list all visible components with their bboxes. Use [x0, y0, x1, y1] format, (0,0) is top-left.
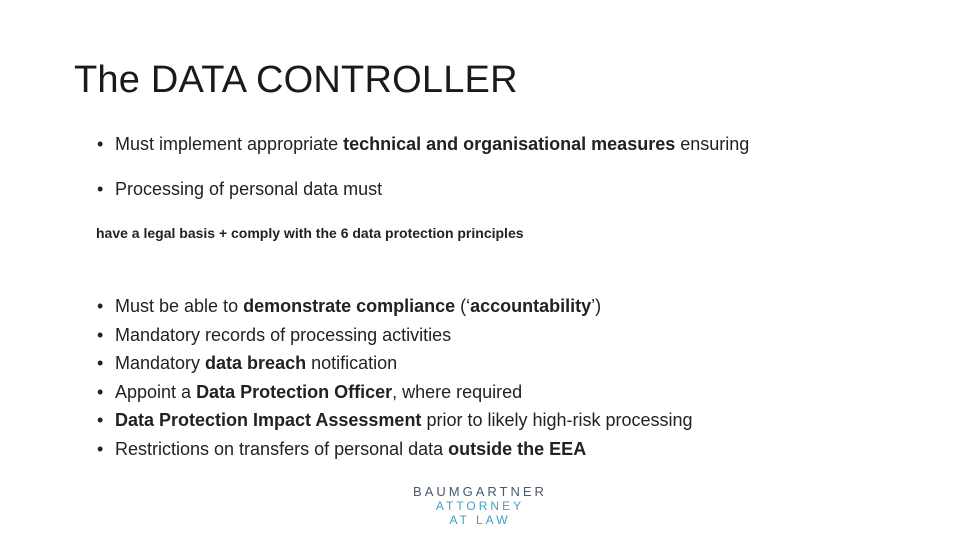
slide-title: The DATA CONTROLLER	[74, 59, 518, 101]
item-bold-text: data breach	[205, 353, 307, 374]
firm-logo	[380, 484, 580, 527]
logo-at-law: AT LAW	[449, 513, 511, 527]
item-text: Mandatory records of processing activities	[115, 324, 452, 345]
list-item	[97, 321, 693, 350]
bullet-text: Processing of personal data must	[115, 179, 383, 199]
bullet-marker: •	[97, 296, 104, 316]
item-bold-text: accountability	[470, 296, 592, 316]
bullet-text: ensuring	[675, 134, 750, 154]
legal-basis-line: have a legal basis + comply with the 6 data protection principles	[96, 225, 524, 241]
list-item	[97, 406, 693, 435]
item-bold-text: Data Protection Officer	[196, 381, 393, 402]
list-item	[97, 378, 693, 407]
item-text: ’)	[591, 296, 602, 316]
intro-bullet-1	[97, 133, 749, 155]
item-text: Restrictions on transfers of personal data	[115, 438, 449, 459]
bullet-marker: •	[97, 410, 104, 431]
logo-name: BAUMGARTNER	[413, 484, 547, 499]
item-text: Must be able to	[115, 296, 244, 316]
list-item	[97, 292, 693, 321]
bullet-marker: •	[97, 381, 104, 402]
bullet-marker: •	[97, 179, 104, 199]
item-text: notification	[306, 353, 398, 374]
logo-attorney: ATTORNEY	[435, 499, 525, 513]
item-bold-text: Data Protection Impact Assessment	[115, 410, 422, 431]
intro-bullet-2	[97, 178, 382, 200]
item-bold-text: demonstrate compliance	[243, 296, 456, 316]
item-text: (‘	[455, 296, 471, 316]
item-text: prior to likely high-risk processing	[421, 410, 693, 431]
bullet-text: Must implement appropriate	[115, 134, 344, 154]
obligations-list	[97, 292, 693, 464]
bullet-bold-text: technical and organisational measures	[343, 134, 676, 154]
item-text: Mandatory	[115, 353, 206, 374]
list-item	[97, 349, 693, 378]
bullet-marker: •	[97, 324, 104, 345]
bullet-marker: •	[97, 353, 104, 374]
item-text: , where required	[392, 381, 523, 402]
item-bold-text: outside the EEA	[448, 438, 587, 459]
list-item	[97, 435, 693, 464]
item-text: Appoint a	[115, 381, 197, 402]
bullet-marker: •	[97, 438, 104, 459]
bullet-marker: •	[97, 134, 104, 154]
